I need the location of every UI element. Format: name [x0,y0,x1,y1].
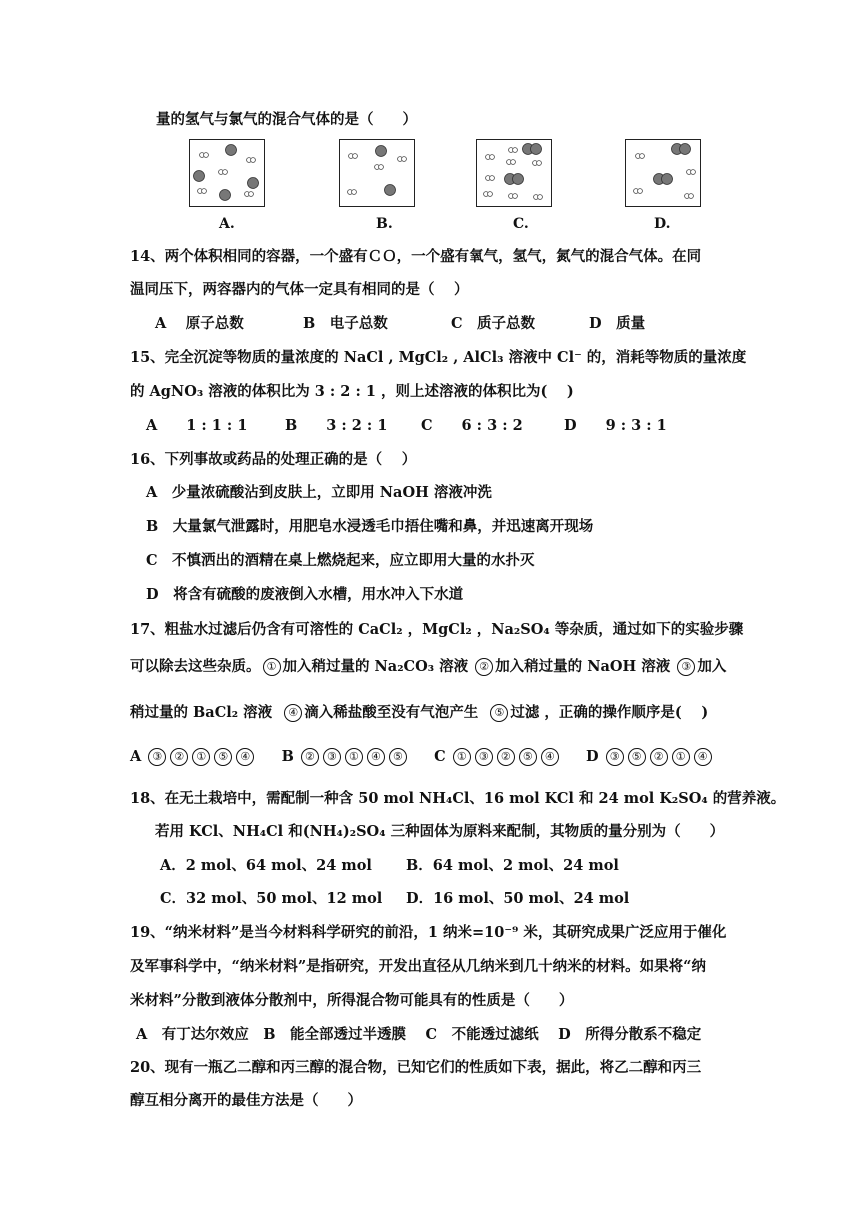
q20-line2: 醇互相分离开的最佳方法是（ ） [130,1092,362,1109]
q17-option-c-seq-3: ② [497,748,515,766]
q17-option-c-seq-2: ③ [475,748,493,766]
q17-option-b-seq-3: ① [345,748,363,766]
q17-step-3-start: 加入 [697,658,727,675]
q19-line3: 米材料”分散到液体分散剂中，所得混合物可能具有的性质是（ ） [130,992,574,1009]
q13-option-c-diagram [476,139,552,207]
q13-label-c: C. [513,216,529,232]
q16-option-a: A 少量浓硫酸沾到皮肤上，立即用 NaOH 溶液冲洗 [146,484,492,501]
q17-step-2: 加入稍过量的 NaOH 溶液 [495,658,671,675]
q17-option-b-seq-5: ⑤ [389,748,407,766]
q17-option-b-seq-2: ③ [323,748,341,766]
q17-option-a-seq-5: ④ [236,748,254,766]
q17-option-d-seq-3: ② [650,748,668,766]
q13-stem-tail: 量的氢气与氯气的混合气体的是（ ） [156,111,417,128]
q17-line3 [130,703,708,723]
q13-label-a: A. [219,216,235,232]
q14-option-d: D 质量 [589,315,646,332]
q16-option-d: D 将含有硫酸的废液倒入水槽，用水冲入下水道 [146,586,464,603]
q16-stem: 16、下列事故或药品的处理正确的是（ ） [130,451,417,468]
q17-option-a-seq-3: ① [192,748,210,766]
q17-option-a-seq-2: ② [170,748,188,766]
q17-option-d-seq-1: ③ [606,748,624,766]
q17-option-b-letter: B [281,748,294,765]
q14-option-b: B 电子总数 [303,315,388,332]
q17-option-a-seq-4: ⑤ [214,748,232,766]
q14-line1: 14、两个体积相同的容器，一个盛有ＣＯ，一个盛有氧气，氢气，氮气的混合气体。在同 [130,248,702,265]
q15-line1: 15、完全沉淀等物质的量浓度的 NaCl , MgCl₂ , AlCl₃ 溶液中 Cl⁻ 的，消耗等物质的量浓度 [130,349,747,366]
q13-option-d-diagram [625,139,701,207]
q17-option-b-seq-4: ④ [367,748,385,766]
q14-option-a: A 原子总数 [155,315,244,332]
q17-option-c-seq-5: ④ [541,748,559,766]
q17-option-a-letter: A [130,748,142,765]
q17-option-d-seq-4: ① [672,748,690,766]
q16-option-c: C 不慎洒出的酒精在桌上燃烧起来，应立即用大量的水扑灭 [146,552,535,569]
q17-step-5: 过滤 ，正确的操作顺序是( ) [510,704,709,721]
q17-option-c-letter: C [434,748,446,765]
q17-line1: 17、粗盐水过滤后仍含有可溶性的 CaCl₂ ，MgCl₂ ，Na₂SO₄ 等杂质，通过如下的实验步骤 [130,621,744,638]
q17-option-d-seq-5: ④ [694,748,712,766]
q17-step-num-3: ③ [677,658,695,676]
q17-option-a-seq-1: ③ [148,748,166,766]
q18-line1: 18、在无土栽培中，需配制一种含 50 mol NH₄Cl、16 mol KCl 和 24 mol K₂SO₄ 的营养液。 [130,790,786,807]
q15-option-b: B 3 : 2 : 1 [285,417,388,434]
q17-step-1: 加入稍过量的 Na₂CO₃ 溶液 [282,658,469,675]
q17-step-4: 滴入稀盐酸至没有气泡产生 [304,704,479,721]
q18-option-a: A．2 mol、64 mol、24 mol [160,857,372,874]
q13-option-a-diagram [189,139,265,207]
q20-line1: 20、现有一瓶乙二醇和丙三醇的混合物，已知它们的性质如下表，据此，将乙二醇和丙三 [130,1059,702,1076]
q16-option-b: B 大量氯气泄露时，用肥皂水浸透毛巾捂住嘴和鼻，并迅速离开现场 [146,518,594,535]
q15-line2: 的 AgNO₃ 溶液的体积比为 3 : 2 : 1 ，则上述溶液的体积比为( ) [130,383,574,400]
q17-line2-pre: 可以除去这些杂质。 [130,658,261,675]
q17-option-d-letter: D [586,748,599,765]
q17-step-3-end: 稍过量的 BaCl₂ 溶液 [130,704,273,721]
q13-label-b: B. [376,216,393,232]
q19-line1: 19、“纳米材料”是当今材料科学研究的前沿，1 纳米=10⁻⁹ 米，其研究成果广泛应用于催化 [130,924,727,941]
q19-line2: 及军事科学中，“纳米材料”是指研究，开发出直径从几纳米到几十纳米的材料。如果将“纳 [130,958,707,975]
q15-option-d: D 9 : 3 : 1 [564,417,667,434]
q13-label-d: D. [654,216,671,232]
q17-step-num-1: ① [263,658,281,676]
q18-option-b: B．64 mol、2 mol、24 mol [406,857,619,874]
q14-option-c: C 质子总数 [451,315,536,332]
q17-option-d-seq-2: ⑤ [628,748,646,766]
q18-option-c: C．32 mol、50 mol、12 mol [160,890,383,907]
q17-step-num-4: ④ [284,704,302,722]
q18-line2: 若用 KCl、NH₄Cl 和(NH₄)₂SO₄ 三种固体为原料来配制，其物质的量分别为（ ） [155,823,725,840]
q17-option-b-seq-1: ② [301,748,319,766]
q17-options [130,747,714,767]
q19-options: A 有丁达尔效应 B 能全部透过半透膜 C 不能透过滤纸 D 所得分散系不稳定 [136,1026,702,1043]
q17-line2 [130,657,726,677]
q15-option-a: A 1 : 1 : 1 [146,417,248,434]
q15-option-c: C 6 : 3 : 2 [421,417,523,434]
q18-option-d: D．16 mol、50 mol、24 mol [406,890,630,907]
q17-option-c-seq-4: ⑤ [519,748,537,766]
q14-line2: 温同压下，两容器内的气体一定具有相同的是（ ） [130,281,469,298]
q17-option-c-seq-1: ① [453,748,471,766]
q13-option-b-diagram [339,139,415,207]
q17-step-num-2: ② [475,658,493,676]
q17-step-num-5: ⑤ [490,704,508,722]
